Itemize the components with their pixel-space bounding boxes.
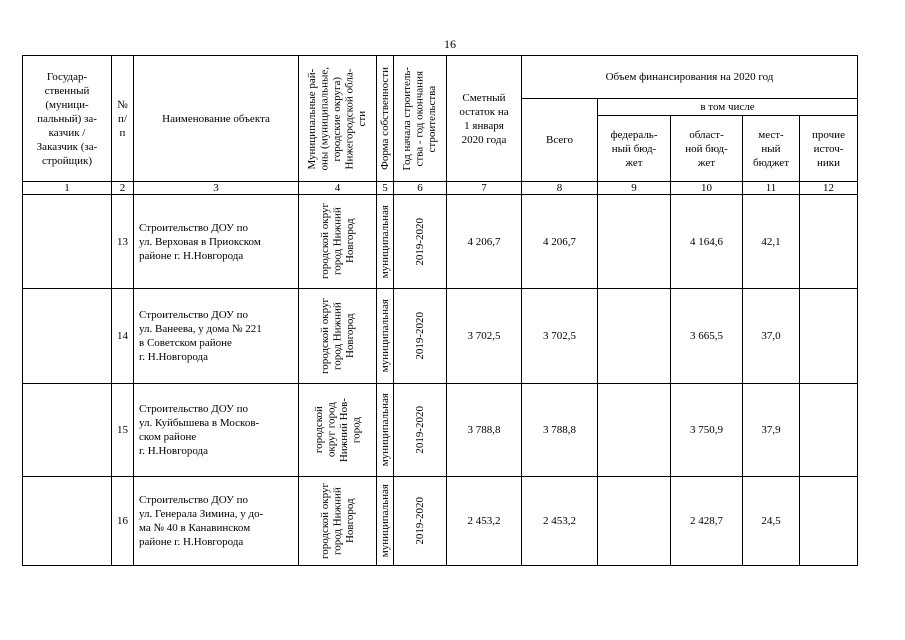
- column-index: 4: [299, 182, 377, 195]
- column-index: 6: [394, 182, 447, 195]
- cell-years: 2019-2020: [394, 477, 447, 566]
- header-funding-title: Объем финансирования на 2020 год: [522, 56, 858, 99]
- cell-other: [800, 289, 858, 384]
- page-number: 16: [444, 37, 456, 51]
- header-num: № п/ п: [112, 56, 134, 182]
- cell-local: 37,9: [743, 384, 800, 477]
- cell-years: 2019-2020: [394, 384, 447, 477]
- cell-regional: 4 164,6: [671, 195, 743, 289]
- cell-local: 42,1: [743, 195, 800, 289]
- cell-num: 15: [112, 384, 134, 477]
- table-row: [23, 477, 858, 566]
- cell-federal: [598, 289, 671, 384]
- header-other: прочие источ- ники: [800, 116, 858, 182]
- header-customer: Государ- ственный (муници- пальный) за- казчик / Заказчик (за- стройщик): [23, 56, 112, 182]
- header-regional: област- ной бюд- жет: [671, 116, 743, 182]
- column-index-row: [23, 182, 858, 195]
- cell-other: [800, 384, 858, 477]
- column-index: 10: [671, 182, 743, 195]
- cell-other: [800, 195, 858, 289]
- cell-ownership: муниципальная: [377, 477, 394, 566]
- header-local: мест- ный бюджет: [743, 116, 800, 182]
- cell-years: 2019-2020: [394, 195, 447, 289]
- cell-regional: 3 750,9: [671, 384, 743, 477]
- table-row: [23, 289, 858, 384]
- cell-num: 13: [112, 195, 134, 289]
- cell-total: 2 453,2: [522, 477, 598, 566]
- table-row: [23, 195, 858, 289]
- cell-customer: [23, 289, 112, 384]
- cell-federal: [598, 477, 671, 566]
- column-index: 8: [522, 182, 598, 195]
- header-ownership: Форма собственности: [377, 56, 394, 182]
- cell-district: городской округ город Нижний Нов- город: [299, 384, 377, 477]
- cell-district: городской округ город Нижний Новгород: [299, 195, 377, 289]
- cell-num: 16: [112, 477, 134, 566]
- funding-table: [22, 55, 858, 566]
- cell-object-name: Строительство ДОУ по ул. Верховая в Приокском районе г. Н.Новгорода: [134, 195, 299, 289]
- cell-regional: 2 428,7: [671, 477, 743, 566]
- cell-num: 14: [112, 289, 134, 384]
- cell-customer: [23, 195, 112, 289]
- cell-district: городской округ город Нижний Новгород: [299, 477, 377, 566]
- header-federal: федераль- ный бюд- жет: [598, 116, 671, 182]
- cell-total: 3 788,8: [522, 384, 598, 477]
- cell-balance: 3 788,8: [447, 384, 522, 477]
- column-index: 9: [598, 182, 671, 195]
- column-index: 7: [447, 182, 522, 195]
- header-years: Год начала строитель- ства - год окончания строительства: [394, 56, 447, 182]
- header-district: Муниципальные рай- оны (муниципальные, городские округа) Нижегородской обла- сти: [299, 56, 377, 182]
- cell-balance: 4 206,7: [447, 195, 522, 289]
- cell-ownership: муниципальная: [377, 289, 394, 384]
- cell-local: 24,5: [743, 477, 800, 566]
- header-including: в том числе: [598, 99, 858, 116]
- cell-total: 3 702,5: [522, 289, 598, 384]
- cell-object-name: Строительство ДОУ по ул. Генерала Зимина, у до- ма № 40 в Канавинском районе г. Н.Новгорода: [134, 477, 299, 566]
- cell-object-name: Строительство ДОУ по ул. Ванеева, у дома № 221 в Советском районе г. Н.Новгорода: [134, 289, 299, 384]
- header-object-name: Наименование объекта: [134, 56, 299, 182]
- table-row: [23, 384, 858, 477]
- cell-local: 37,0: [743, 289, 800, 384]
- column-index: 11: [743, 182, 800, 195]
- column-index: 2: [112, 182, 134, 195]
- cell-customer: [23, 384, 112, 477]
- cell-federal: [598, 195, 671, 289]
- cell-ownership: муниципальная: [377, 195, 394, 289]
- cell-total: 4 206,7: [522, 195, 598, 289]
- column-index: 12: [800, 182, 858, 195]
- cell-years: 2019-2020: [394, 289, 447, 384]
- column-index: 1: [23, 182, 112, 195]
- cell-balance: 2 453,2: [447, 477, 522, 566]
- cell-balance: 3 702,5: [447, 289, 522, 384]
- cell-regional: 3 665,5: [671, 289, 743, 384]
- cell-district: городской округ город Нижний Новгород: [299, 289, 377, 384]
- cell-object-name: Строительство ДОУ по ул. Куйбышева в Москов- ском районе г. Н.Новгорода: [134, 384, 299, 477]
- cell-other: [800, 477, 858, 566]
- column-index: 3: [134, 182, 299, 195]
- header-balance: Сметный остаток на 1 января 2020 года: [447, 56, 522, 182]
- cell-federal: [598, 384, 671, 477]
- column-index: 5: [377, 182, 394, 195]
- cell-customer: [23, 477, 112, 566]
- header-total: Всего: [522, 99, 598, 182]
- cell-ownership: муниципальная: [377, 384, 394, 477]
